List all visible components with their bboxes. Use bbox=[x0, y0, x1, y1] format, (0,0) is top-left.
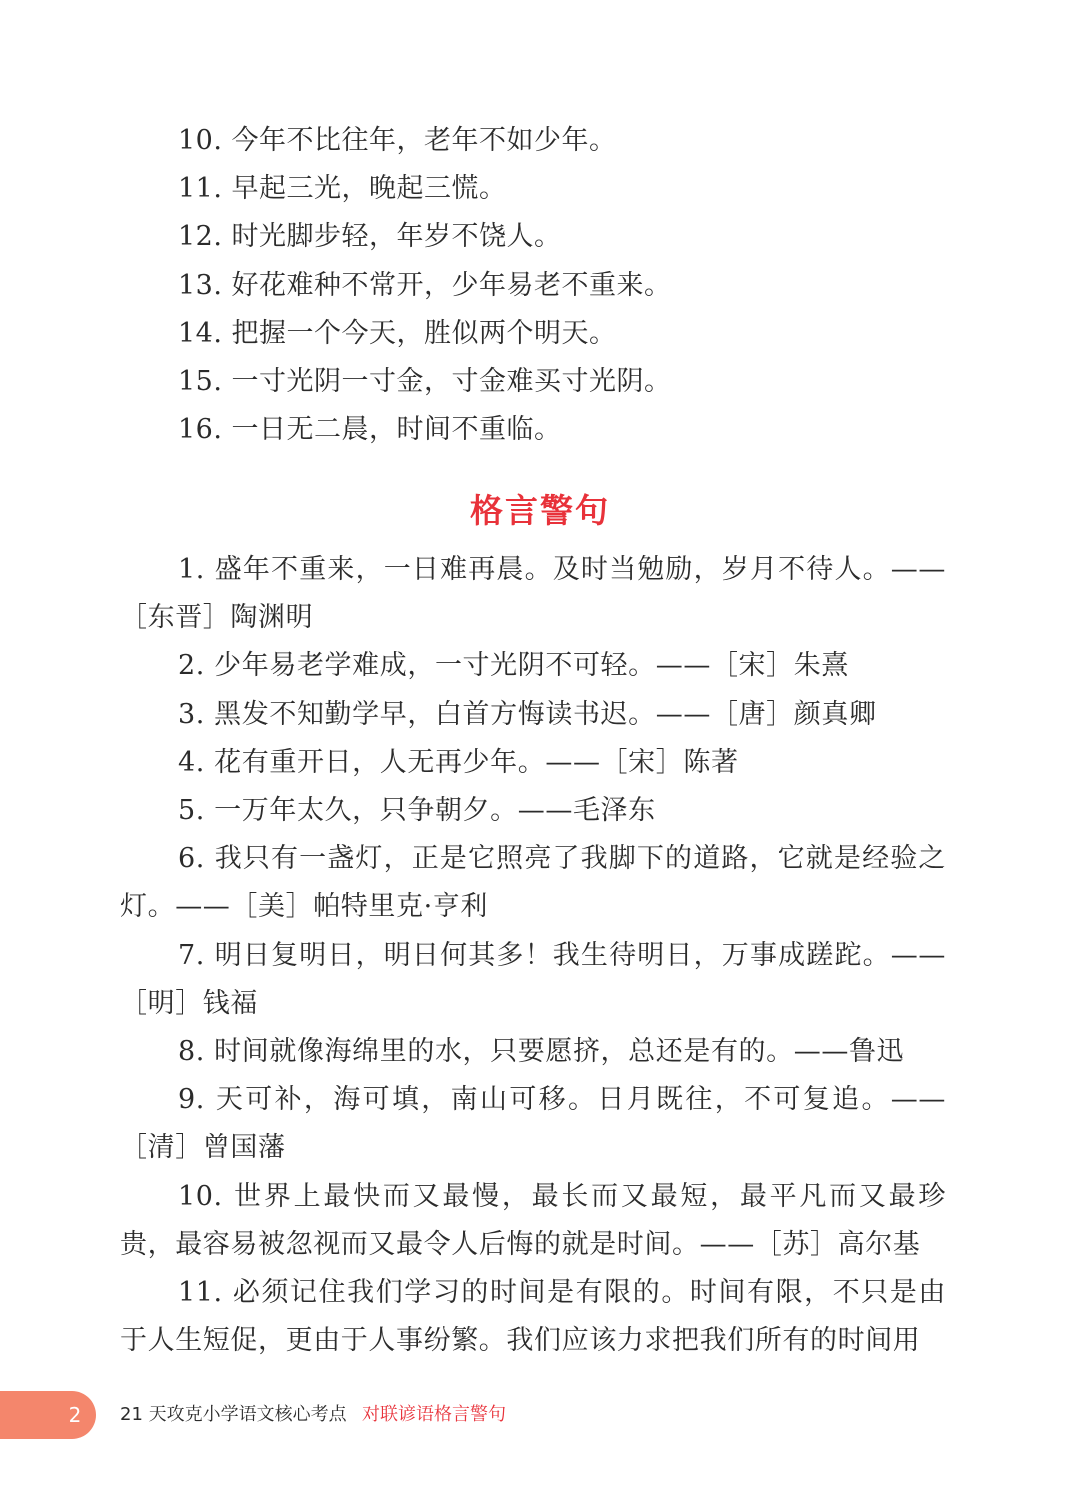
quote-item: 3. 黑发不知勤学早，白首方悔读书迟。——［唐］颜真卿 bbox=[178, 698, 877, 730]
proverb-item: 14. 把握一个今天，胜似两个明天。 bbox=[178, 317, 617, 349]
quote-item: 5. 一万年太久，只争朝夕。——毛泽东 bbox=[178, 795, 656, 827]
page-number: 2 bbox=[68, 1403, 82, 1427]
proverb-item: 16. 一日无二晨，时间不重临。 bbox=[178, 414, 562, 446]
quote-item: 10. 世界上最快而又最慢，最长而又最短，最平凡而又最珍贵，最容易被忽视而又最令人后悔的就是时间。——［苏］高尔基 bbox=[120, 1180, 946, 1260]
quote-list bbox=[120, 546, 946, 1365]
proverb-item: 15. 一寸光阴一寸金，寸金难买寸光阴。 bbox=[178, 365, 672, 397]
quote-item: 6. 我只有一盏灯，正是它照亮了我脚下的道路，它就是经验之灯。——［美］帕特里克·亨利 bbox=[120, 843, 946, 923]
chapter-title: 对联谚语格言警句 bbox=[362, 1404, 506, 1425]
proverb-item: 11. 早起三光，晚起三慌。 bbox=[178, 173, 507, 205]
quote-item: 9. 天可补，海可填，南山可移。日月既往，不可复追。——［清］曾国藩 bbox=[120, 1084, 946, 1164]
quote-item: 4. 花有重开日，人无再少年。——［宋］陈著 bbox=[178, 746, 739, 778]
quote-item: 11. 必须记住我们学习的时间是有限的。时间有限，不只是由于人生短促，更由于人事纷繁。我们应该力求把我们所有的时间用 bbox=[120, 1277, 946, 1357]
quote-item: 8. 时间就像海绵里的水，只要愿挤，总还是有的。——鲁迅 bbox=[178, 1036, 905, 1068]
quote-item: 2. 少年易老学难成，一寸光阴不可轻。——［宋］朱熹 bbox=[178, 650, 849, 682]
quote-item: 7. 明日复明日，明日何其多！我生待明日，万事成蹉跎。——［明］钱福 bbox=[120, 939, 946, 1019]
proverb-item: 10. 今年不比往年，老年不如少年。 bbox=[178, 125, 617, 156]
book-title: 21 天攻克小学语文核心考点 bbox=[120, 1404, 347, 1425]
section-title: 格言警句 bbox=[470, 491, 610, 530]
proverb-item: 13. 好花难种不常开，少年易老不重来。 bbox=[178, 269, 672, 301]
proverb-item: 12. 时光脚步轻，年岁不饶人。 bbox=[178, 221, 562, 253]
quote-item: 1. 盛年不重来，一日难再晨。及时当勉励，岁月不待人。——［东晋］陶渊明 bbox=[120, 554, 946, 634]
proverb-list bbox=[178, 117, 958, 454]
